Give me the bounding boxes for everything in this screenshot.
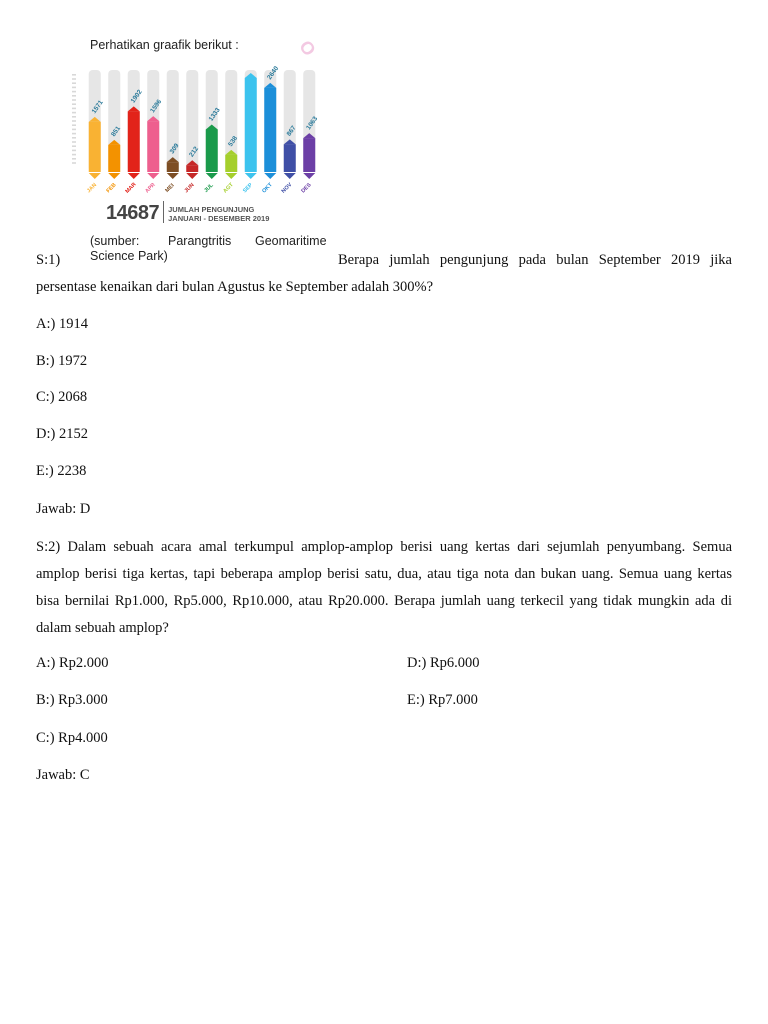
value-label: 1571 (90, 99, 105, 116)
tick-label: MEI (164, 182, 176, 194)
tick-label: JAN (86, 182, 99, 195)
tick-label: FEB (105, 182, 118, 195)
source-word-2: Parangtritis (168, 234, 232, 248)
q1-option-c: C:) 2068 (36, 389, 88, 405)
month-badge (89, 173, 101, 179)
q2-text-line2: amplop berisi tiga kertas, tapi beberapa amplop berisi satu, dua, atau tiga nota dan bukan uang. Semua uang kertas (36, 566, 732, 582)
q1-text-line1: Berapa jumlah pengunjung pada bulan September 2019 jika (338, 252, 732, 268)
q2-text-line3: bisa bernilai Rp1.000, Rp5.000, Rp10.000, atau Rp20.000. Berapa jumlah uang terkecil yang tidak mungkin ada di (36, 593, 732, 609)
bar-nov (284, 144, 296, 172)
scale-tick (72, 145, 76, 147)
scale-tick (72, 141, 76, 143)
watermark-mark: O (295, 36, 320, 60)
scale-tick (72, 116, 76, 118)
q2-option-e: E:) Rp7.000 (407, 692, 478, 708)
q2-option-d: D:) Rp6.000 (407, 655, 480, 671)
month-badge (206, 173, 218, 179)
month-badge (225, 173, 237, 179)
scale-tick (72, 129, 76, 131)
q1-option-e: E:) 2238 (36, 463, 87, 479)
month-badge (303, 173, 315, 179)
scale-tick (72, 154, 76, 156)
chart-figure (68, 34, 338, 264)
bar-mar (128, 111, 140, 172)
q2-text-line4: dalam sebuah amplop? (36, 620, 169, 636)
scale-tick (72, 112, 76, 114)
scale-tick (72, 99, 76, 101)
q1-option-a: A:) 1914 (36, 316, 88, 332)
bar-sep (245, 78, 257, 172)
month-badge (264, 173, 276, 179)
scale-tick (72, 78, 76, 80)
scale-tick (72, 103, 76, 105)
month-badge (245, 173, 257, 179)
figure-caption: Perhatikan graafik berikut : (90, 38, 239, 52)
bar-chart (68, 64, 338, 199)
q1-option-b: B:) 1972 (36, 353, 88, 369)
q2-option-c: C:) Rp4.000 (36, 730, 108, 746)
value-label: 309 (168, 142, 181, 156)
scale-tick (72, 95, 76, 97)
q1-number: S:1) (36, 252, 61, 268)
total-divider (163, 201, 164, 223)
scale-tick (72, 162, 76, 164)
tick-label: AGT (222, 182, 235, 195)
scale-tick (72, 87, 76, 89)
value-label: 212 (188, 145, 201, 159)
month-badge (167, 173, 179, 179)
q1-option-d: D:) 2152 (36, 426, 88, 442)
tick-label: MAR (124, 181, 138, 195)
scale-tick (72, 120, 76, 122)
tick-label: SEP (242, 182, 255, 195)
total-label-line1: JUMLAH PENGUNJUNG (168, 205, 255, 214)
source-line-2: Science Park) (90, 249, 168, 263)
q1-text-line2: persentase kenaikan dari bulan Agustus ke September adalah 300%? (36, 279, 434, 295)
scale-tick (72, 91, 76, 93)
value-label: 1596 (149, 98, 164, 115)
value-label: 1333 (207, 106, 222, 123)
q2-option-b: B:) Rp3.000 (36, 692, 108, 708)
source-word-3: Geomaritime (255, 234, 327, 248)
scale-tick (72, 82, 76, 84)
scale-tick (72, 124, 76, 126)
q2-text-line1: S:2) Dalam sebuah acara amal terkumpul amplop-amplop berisi uang kertas dari sejumlah penyumbang. Semua (36, 539, 732, 555)
bar-feb (108, 145, 120, 172)
month-badge (284, 173, 296, 179)
scale-tick (72, 133, 76, 135)
value-label: 538 (227, 135, 240, 148)
month-badge (147, 173, 159, 179)
scale-tick (72, 74, 76, 76)
bar-des (303, 138, 315, 172)
tick-label: OKT (261, 182, 274, 195)
bar-jun (186, 165, 198, 172)
bar-mei (167, 162, 179, 172)
q2-option-a: A:) Rp2.000 (36, 655, 109, 671)
bar-background (167, 70, 179, 172)
q2-answer: Jawab: C (36, 767, 90, 783)
tick-label: JUN (183, 182, 196, 195)
source-word-1: (sumber: (90, 234, 140, 248)
bar-apr (147, 121, 159, 172)
bar-okt (264, 88, 276, 172)
month-badge (108, 173, 120, 179)
scale-tick (72, 108, 76, 110)
value-label: 867 (285, 124, 298, 138)
month-badge (128, 173, 140, 179)
value-label: 1902 (129, 88, 144, 105)
value-label: 2640 (266, 65, 281, 81)
month-badge (186, 173, 198, 179)
total-label-line2: JANUARI - DESEMBER 2019 (168, 214, 270, 223)
tick-label: NOV (280, 181, 294, 195)
scale-tick (72, 137, 76, 139)
total-number: 14687 (106, 202, 160, 224)
scale-tick (72, 158, 76, 160)
scale-tick (72, 150, 76, 152)
tick-label: JUL (203, 182, 215, 195)
bar-agt (225, 155, 237, 172)
value-label: 851 (110, 125, 123, 139)
tick-label: DES (300, 182, 313, 195)
tick-label: APR (144, 182, 157, 195)
value-label: 1063 (305, 115, 320, 132)
bar-jan (89, 122, 101, 172)
q1-answer: Jawab: D (36, 501, 91, 517)
visitor-total (106, 201, 269, 225)
bar-jul (206, 130, 218, 172)
